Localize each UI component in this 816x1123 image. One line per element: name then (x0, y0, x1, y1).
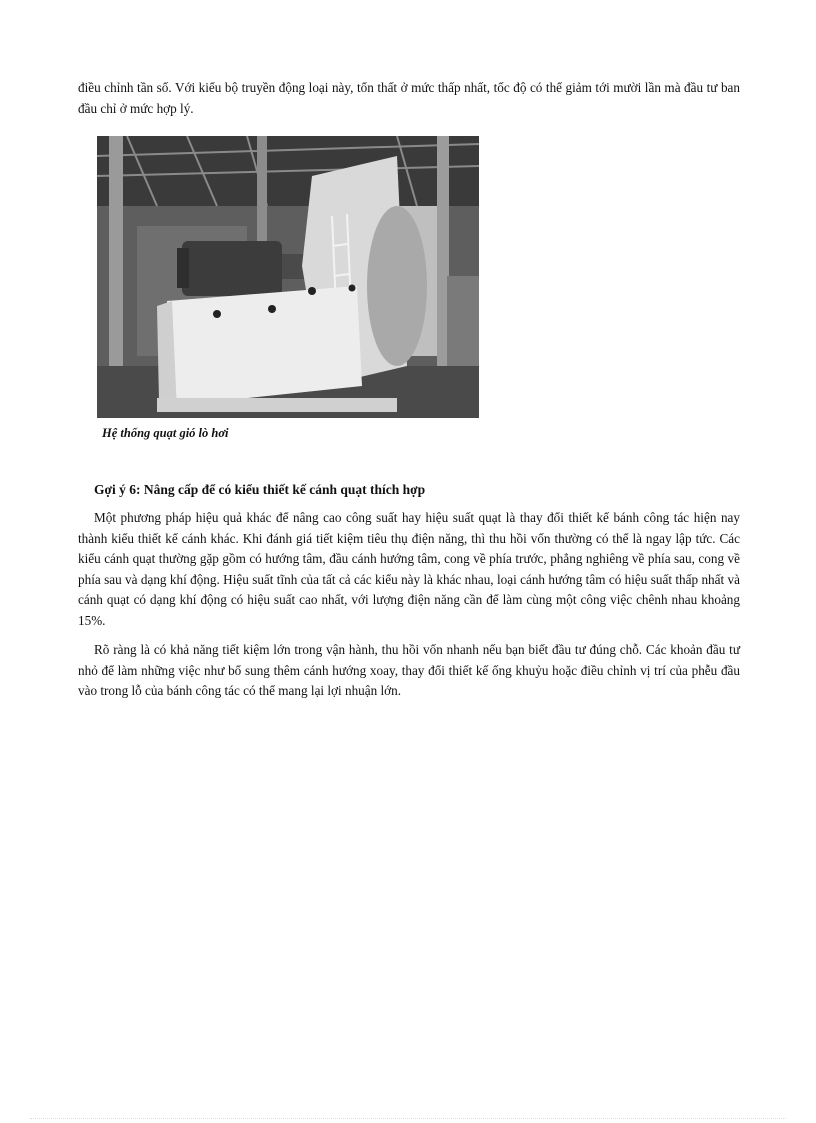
intro-paragraph: điều chỉnh tần số. Với kiểu bộ truyền động loại này, tổn thất ở mức thấp nhất, tốc độ có thể giảm tới mười lần mà đầu tư ban đầu chỉ ở mức hợp lý. (78, 80, 740, 116)
page-bottom-rule (30, 1118, 786, 1120)
section-heading: Gợi ý 6: Nâng cấp để có kiểu thiết kế cánh quạt thích hợp (94, 482, 426, 497)
body-paragraph-1: Một phương pháp hiệu quả khác để nâng cao công suất hay hiệu suất quạt là thay đổi thiết kế bánh công tác hiện nay thành kiểu thiết kế cánh khác. Khi đánh giá tiết kiệm tiêu thụ điện năng, thì thu hồi vốn thường có thể là ngay lập tức. Các kiểu cánh quạt thường gặp gồm có hướng tâm, đầu cánh hướng tâm, cong về phía trước, phẳng nghiêng về phía sau, cong về phía sau và dạng khí động. Hiệu suất tĩnh của tất cả các kiểu này là khác nhau, loại cánh hướng tâm có hiệu suất thấp nhất và cánh quạt có dạng khí động có hiệu suất cao nhất, với lượng điện năng cần để làm cùng một công việc chênh nhau khoảng 15%. (78, 510, 740, 628)
fan-illustration (97, 136, 479, 418)
body-paragraph-2: Rõ ràng là có khả năng tiết kiệm lớn trong vận hành, thu hồi vốn nhanh nếu bạn biết đầu tư đúng chỗ. Các khoản đầu tư nhỏ để làm những việc như bổ sung thêm cánh hướng xoay, thay đổi thiết kế ống khuỷu hoặc điều chỉnh vị trí của phễu đầu vào trong lỗ của bánh công tác có thể mang lại lợi nhuận lớn. (78, 642, 740, 699)
figure-caption: Hệ thống quạt gió lò hơi (102, 426, 229, 440)
boiler-fan-photo (97, 136, 479, 418)
